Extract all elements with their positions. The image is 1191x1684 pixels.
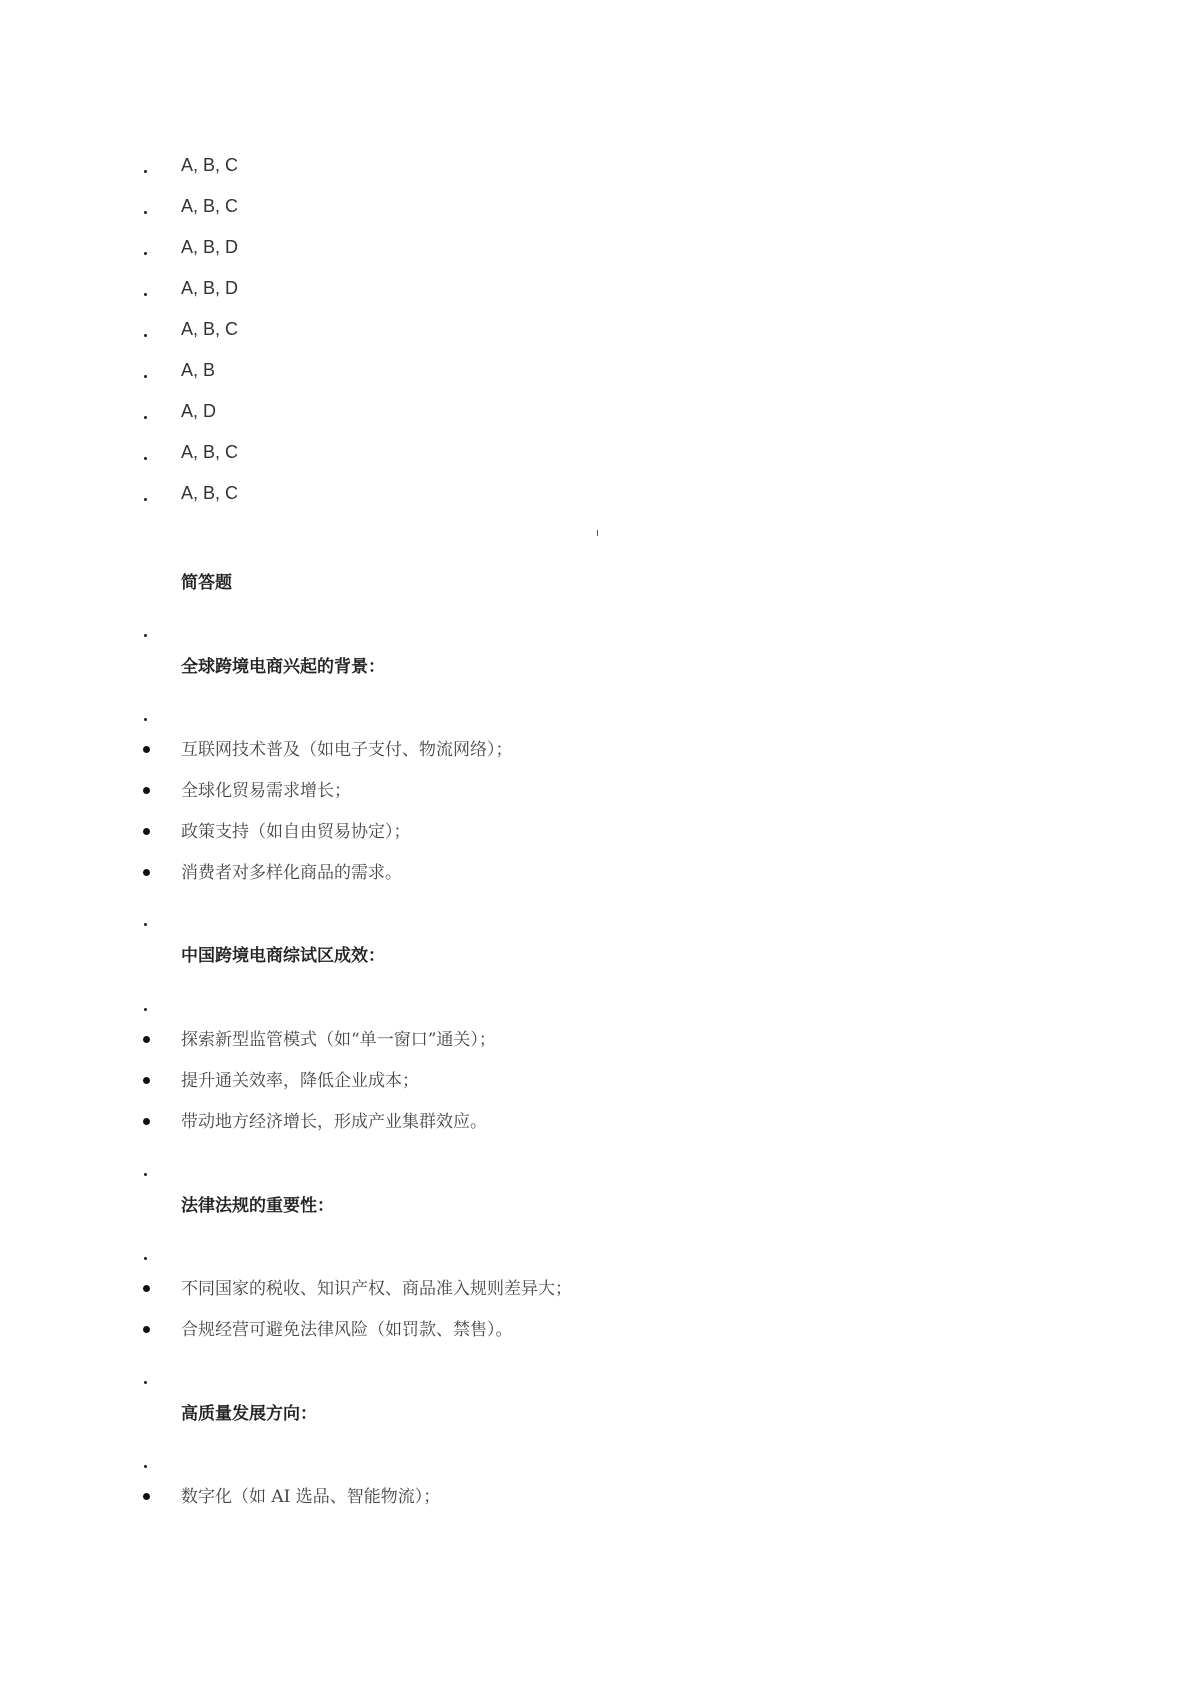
bullet-item bbox=[0, 1482, 1191, 1512]
bullet-item bbox=[0, 817, 1191, 847]
answer-item bbox=[0, 396, 1191, 426]
spacer-item bbox=[0, 1445, 1191, 1475]
bullet-icon bbox=[140, 858, 154, 888]
bullet-item bbox=[0, 735, 1191, 765]
bullet-icon bbox=[140, 1315, 154, 1345]
bullet-text: 消费者对多样化商品的需求。 bbox=[181, 863, 402, 883]
list-marker-dot bbox=[140, 191, 154, 221]
spacer-item bbox=[0, 903, 1191, 933]
question-heading-row bbox=[0, 1191, 1191, 1221]
bullet-item bbox=[0, 858, 1191, 888]
question-heading: 中国跨境电商综试区成效： bbox=[181, 946, 385, 966]
answer-item bbox=[0, 478, 1191, 508]
answer-item bbox=[0, 191, 1191, 221]
stray-mark bbox=[597, 530, 598, 536]
bullet-item bbox=[0, 1025, 1191, 1055]
list-marker-dot bbox=[140, 273, 154, 303]
bullet-text: 政策支持（如自由贸易协定）； bbox=[181, 822, 411, 842]
list-marker-dot bbox=[140, 614, 154, 644]
bullet-item bbox=[0, 1066, 1191, 1096]
section-title-row bbox=[0, 568, 1191, 598]
question-heading: 高质量发展方向： bbox=[181, 1404, 317, 1424]
answer-text: A, B bbox=[181, 360, 216, 380]
spacer-item bbox=[0, 1237, 1191, 1267]
answer-text: A, B, C bbox=[181, 155, 239, 175]
spacer-item bbox=[0, 614, 1191, 644]
list-marker-dot bbox=[140, 1361, 154, 1391]
bullet-icon bbox=[140, 735, 154, 765]
question-heading-row bbox=[0, 652, 1191, 682]
answer-item bbox=[0, 232, 1191, 262]
question-heading: 法律法规的重要性： bbox=[181, 1196, 334, 1216]
answer-text: A, B, D bbox=[181, 237, 239, 257]
list-marker-dot bbox=[140, 150, 154, 180]
bullet-icon bbox=[140, 1025, 154, 1055]
answer-text: A, B, C bbox=[181, 442, 239, 462]
bullet-text: 不同国家的税收、知识产权、商品准入规则差异大； bbox=[181, 1279, 572, 1299]
list-marker-dot bbox=[140, 314, 154, 344]
bullet-item bbox=[0, 1274, 1191, 1304]
bullet-icon bbox=[140, 776, 154, 806]
answer-text: A, B, C bbox=[181, 483, 239, 503]
bullet-text: 带动地方经济增长，形成产业集群效应。 bbox=[181, 1112, 487, 1132]
list-marker-dot bbox=[140, 396, 154, 426]
list-marker-dot bbox=[140, 1153, 154, 1183]
bullet-item bbox=[0, 1107, 1191, 1137]
bullet-text: 全球化贸易需求增长； bbox=[181, 781, 351, 801]
answer-text: A, B, C bbox=[181, 196, 239, 216]
list-marker-dot bbox=[140, 232, 154, 262]
section-title: 简答题 bbox=[181, 573, 232, 593]
list-marker-dot bbox=[140, 355, 154, 385]
bullet-icon bbox=[140, 1107, 154, 1137]
answer-text: A, B, D bbox=[181, 278, 239, 298]
question-heading-row bbox=[0, 1399, 1191, 1429]
list-marker-dot bbox=[140, 988, 154, 1018]
bullet-icon bbox=[140, 817, 154, 847]
spacer-item bbox=[0, 698, 1191, 728]
bullet-text: 探索新型监管模式（如“单一窗口”通关）； bbox=[181, 1030, 496, 1050]
list-marker-dot bbox=[140, 1237, 154, 1267]
answer-item bbox=[0, 355, 1191, 385]
bullet-icon bbox=[140, 1482, 154, 1512]
bullet-text: 合规经营可避免法律风险（如罚款、禁售）。 bbox=[181, 1320, 513, 1340]
list-marker-dot bbox=[140, 478, 154, 508]
spacer-item bbox=[0, 1153, 1191, 1183]
answer-item bbox=[0, 314, 1191, 344]
bullet-icon bbox=[140, 1274, 154, 1304]
list-marker-dot bbox=[140, 903, 154, 933]
list-marker-dot bbox=[140, 437, 154, 467]
answer-text: A, D bbox=[181, 401, 217, 421]
list-marker-dot bbox=[140, 1445, 154, 1475]
list-marker-dot bbox=[140, 698, 154, 728]
bullet-item bbox=[0, 1315, 1191, 1345]
bullet-text: 数字化（如 AI 选品、智能物流）； bbox=[181, 1487, 441, 1507]
answer-item bbox=[0, 150, 1191, 180]
bullet-text: 提升通关效率，降低企业成本； bbox=[181, 1071, 419, 1091]
bullet-text: 互联网技术普及（如电子支付、物流网络）； bbox=[181, 740, 513, 760]
answer-item bbox=[0, 273, 1191, 303]
question-heading-row bbox=[0, 941, 1191, 971]
spacer-item bbox=[0, 1361, 1191, 1391]
answer-text: A, B, C bbox=[181, 319, 239, 339]
spacer-item bbox=[0, 988, 1191, 1018]
bullet-icon bbox=[140, 1066, 154, 1096]
answer-item bbox=[0, 437, 1191, 467]
question-heading: 全球跨境电商兴起的背景： bbox=[181, 657, 385, 677]
bullet-item bbox=[0, 776, 1191, 806]
